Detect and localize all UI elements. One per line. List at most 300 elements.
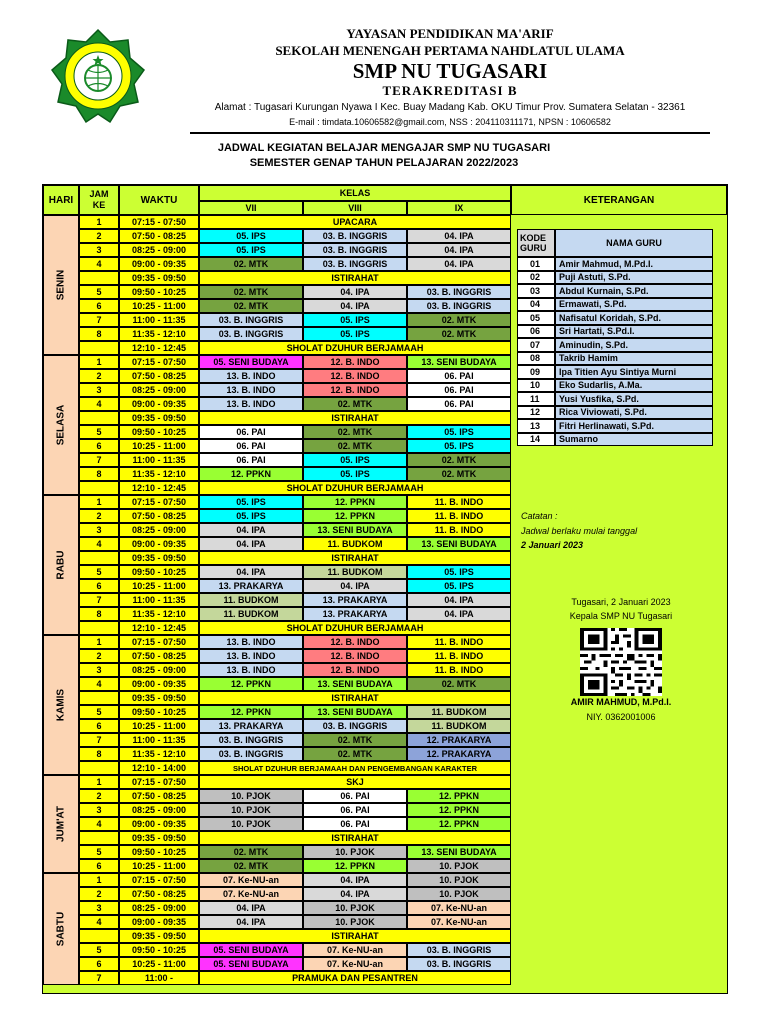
subject-cell: 11. BUDKOM [199,607,303,621]
subject-cell: 07. Ke-NU-an [199,873,303,887]
subject-cell: 06. PAI [303,803,407,817]
subject-cell: 12. B. INDO [303,663,407,677]
subject-cell: 11. BUDKOM [199,593,303,607]
subject-cell: 12. PPKN [199,705,303,719]
subject-cell: 03. B. INGGRIS [303,719,407,733]
subject-cell: 13. PRAKARYA [303,593,407,607]
subject-cell: 02. MTK [303,425,407,439]
time-cell: 10:25 - 11:00 [119,719,199,733]
subject-cell: 05. IPS [303,453,407,467]
jam-cell: 5 [79,285,119,299]
day-cell [43,355,79,495]
jam-cell: 4 [79,257,119,271]
subject-cell: 13. SENI BUDAYA [303,677,407,691]
subject-cell: 04. IPA [407,593,511,607]
subject-cell: 13. B. INDO [199,383,303,397]
subject-cell: 12. PPKN [303,509,407,523]
subject-cell: 04. IPA [407,229,511,243]
subject-cell: 02. MTK [407,677,511,691]
jam-cell: 5 [79,425,119,439]
jam-cell: 7 [79,971,119,985]
jam-cell: 4 [79,537,119,551]
time-cell: 08:25 - 09:00 [119,243,199,257]
subject-cell: 04. IPA [303,579,407,593]
subject-cell: 02. MTK [199,285,303,299]
subject-cell: 13. SENI BUDAYA [407,845,511,859]
subject-cell: 02. MTK [199,257,303,271]
subject-cell: 13. SENI BUDAYA [303,523,407,537]
subject-cell: 11. B. INDO [407,495,511,509]
subject-cell: 06. PAI [199,425,303,439]
teacher-name: Fitri Herlinawati, S.Pd. [555,419,713,433]
schedule-title [0,140,768,171]
subject-cell: 02. MTK [407,313,511,327]
time-cell: 08:25 - 09:00 [119,523,199,537]
teacher-name: Sri Hartati, S.Pd.I. [555,325,713,339]
subject-cell: 04. IPA [199,537,303,551]
jam-cell [79,411,119,425]
schedule-table [42,184,728,994]
subject-cell: 10. PJOK [407,873,511,887]
time-cell: 07:15 - 07:50 [119,215,199,229]
letterhead-divider [190,132,710,134]
subject-cell: 12. PPKN [407,803,511,817]
teacher-name: Aminudin, S.Pd. [555,338,713,352]
subject-cell: 10. PJOK [407,887,511,901]
contact-info: E-mail : timdata.10606582@gmail.com, NSS : 204110311171, NPSN : 10606582 [289,117,611,127]
subject-cell: 11. B. INDO [407,635,511,649]
day-cell [43,495,79,635]
day-label: SABTU [55,911,67,947]
time-cell: 11:35 - 12:10 [119,327,199,341]
teacher-code: 07 [517,338,555,352]
jam-cell [79,761,119,775]
subject-cell: 11. B. INDO [407,523,511,537]
subject-cell: 12. PRAKARYA [407,733,511,747]
teacher-code: 14 [517,433,555,447]
subject-cell: 02. MTK [303,439,407,453]
subject-cell: 11. B. INDO [407,649,511,663]
time-cell: 11:35 - 12:10 [119,747,199,761]
day-cell [43,775,79,873]
jam-cell: 4 [79,677,119,691]
subject-cell: 05. IPS [199,243,303,257]
jam-cell [79,341,119,355]
jam-cell: 5 [79,943,119,957]
time-cell: 12:10 - 12:45 [119,341,199,355]
time-cell: 10:25 - 11:00 [119,439,199,453]
time-cell: 09:00 - 09:35 [119,537,199,551]
jam-cell: 3 [79,383,119,397]
teacher-code: 10 [517,379,555,393]
jam-cell: 8 [79,607,119,621]
subject-cell: 11. BUDKOM [407,705,511,719]
subject-cell: 05. IPS [199,229,303,243]
subject-cell: 12. B. INDO [303,355,407,369]
time-cell: 09:50 - 10:25 [119,285,199,299]
jam-cell: 7 [79,733,119,747]
jam-cell [79,481,119,495]
day-cell [43,215,79,355]
subject-cell: 13. PRAKARYA [199,719,303,733]
time-cell: 12:10 - 14:00 [119,761,199,775]
jam-cell: 3 [79,663,119,677]
time-cell: 12:10 - 12:45 [119,481,199,495]
subject-cell: 05. IPS [199,495,303,509]
subject-cell: 04. IPA [303,285,407,299]
school-name: SMP NU TUGASARI [352,59,548,83]
teacher-name: Amir Mahmud, M.Pd.I. [555,257,713,271]
subject-cell: 12. PPKN [407,817,511,831]
letterhead [0,0,768,140]
jam-cell: 6 [79,957,119,971]
subject-cell: 10. PJOK [199,789,303,803]
jam-cell: 4 [79,397,119,411]
subject-cell: 13. B. INDO [199,369,303,383]
subject-cell: 05. IPS [407,425,511,439]
subject-cell: 13. B. INDO [199,635,303,649]
subject-cell: 11. BUDKOM [303,565,407,579]
time-cell: 09:00 - 09:35 [119,257,199,271]
time-cell: 09:35 - 09:50 [119,831,199,845]
time-cell: 07:50 - 08:25 [119,789,199,803]
jam-cell [79,621,119,635]
subject-cell: 13. B. INDO [199,397,303,411]
time-cell: 07:15 - 07:50 [119,775,199,789]
jam-cell: 3 [79,243,119,257]
jam-cell: 4 [79,915,119,929]
qr-code-icon [580,628,662,696]
subject-cell: 11. B. INDO [407,509,511,523]
time-cell: 09:50 - 10:25 [119,705,199,719]
jam-cell: 1 [79,873,119,887]
subject-cell: 04. IPA [199,915,303,929]
subject-cell: 06. PAI [407,383,511,397]
subject-cell: 02. MTK [303,397,407,411]
activity-cell: ISTIRAHAT [199,271,511,285]
subject-cell: 02. MTK [407,467,511,481]
jam-cell: 8 [79,467,119,481]
activity-cell: ISTIRAHAT [199,831,511,845]
subject-cell: 03. B. INGGRIS [303,243,407,257]
teacher-name: Sumarno [555,433,713,447]
teacher-code: 13 [517,419,555,433]
subject-cell: 12. B. INDO [303,635,407,649]
activity-cell: ISTIRAHAT [199,551,511,565]
teacher-name: Ermawati, S.Pd. [555,298,713,312]
subject-cell: 10. PJOK [407,859,511,873]
day-label: RABU [55,550,67,580]
activity-cell: PRAMUKA DAN PESANTREN [199,971,511,985]
time-cell: 07:15 - 07:50 [119,495,199,509]
subject-cell: 04. IPA [407,607,511,621]
jam-cell [79,271,119,285]
teacher-name: Nafisatul Koridah, S.Pd. [555,311,713,325]
jam-cell: 5 [79,565,119,579]
time-cell: 09:00 - 09:35 [119,397,199,411]
subject-cell: 10. PJOK [199,803,303,817]
subject-cell: 03. B. INGGRIS [199,747,303,761]
subject-cell: 13. PRAKARYA [303,607,407,621]
day-cell [43,635,79,775]
subject-cell: 04. IPA [303,873,407,887]
subject-cell: 13. SENI BUDAYA [407,355,511,369]
subject-cell: 05. IPS [199,509,303,523]
header-kelas: KELAS [199,185,511,201]
time-cell: 09:35 - 09:50 [119,929,199,943]
time-cell: 11:00 - 11:35 [119,733,199,747]
subject-cell: 13. SENI BUDAYA [407,537,511,551]
teacher-name-header: NAMA GURU [555,229,713,257]
subject-cell: 04. IPA [303,299,407,313]
teacher-name: Eko Sudarlis, A.Ma. [555,379,713,393]
foundation-name: YAYASAN PENDIDIKAN MA'ARIF [346,26,554,41]
time-cell: 08:25 - 09:00 [119,383,199,397]
subject-cell: 06. PAI [199,439,303,453]
accreditation: TERAKREDITASI B [382,83,518,98]
time-cell: 07:50 - 08:25 [119,229,199,243]
jam-cell: 6 [79,859,119,873]
subject-cell: 05. SENI BUDAYA [199,957,303,971]
subject-cell: 12. PPKN [303,859,407,873]
teacher-name: Abdul Kurnain, S.Pd. [555,284,713,298]
time-cell: 09:00 - 09:35 [119,817,199,831]
jam-cell: 1 [79,775,119,789]
teacher-name: Yusi Yusfika, S.Pd. [555,392,713,406]
subject-cell: 12. B. INDO [303,649,407,663]
jam-cell: 2 [79,887,119,901]
subject-cell: 02. MTK [407,453,511,467]
subject-cell: 06. PAI [303,817,407,831]
header-keterangan: KETERANGAN [511,185,727,215]
subject-cell: 04. IPA [407,257,511,271]
header-class-ix: IX [407,201,511,215]
jam-cell: 7 [79,313,119,327]
subject-cell: 05. IPS [303,467,407,481]
subject-cell: 12. PPKN [199,467,303,481]
time-cell: 09:50 - 10:25 [119,845,199,859]
subject-cell: 10. PJOK [303,915,407,929]
teacher-code: 11 [517,392,555,406]
time-cell: 09:35 - 09:50 [119,271,199,285]
time-cell: 09:00 - 09:35 [119,677,199,691]
address: Alamat : Tugasari Kurungan Nyawa I Kec. Buay Madang Kab. OKU Timur Prov. Sumatera Selatan - 32361 [214,102,686,113]
activity-cell: ISTIRAHAT [199,691,511,705]
subject-cell: 06. PAI [199,453,303,467]
subject-cell: 04. IPA [199,523,303,537]
subject-cell: 11. B. INDO [407,663,511,677]
jam-cell: 2 [79,789,119,803]
day-label: SENIN [55,269,67,301]
subject-cell: 02. MTK [199,845,303,859]
subject-cell: 03. B. INGGRIS [199,313,303,327]
teacher-name: Rica Viviowati, S.Pd. [555,406,713,420]
subject-cell: 10. PJOK [303,845,407,859]
subject-cell: 03. B. INGGRIS [199,733,303,747]
header-class-vii: VII [199,201,303,215]
time-cell: 11:00 - [119,971,199,985]
note-label: Catatan : [521,511,558,521]
subject-cell: 12. B. INDO [303,369,407,383]
activity-cell: ISTIRAHAT [199,411,511,425]
time-cell: 07:50 - 08:25 [119,649,199,663]
subject-cell: 04. IPA [303,887,407,901]
subject-cell: 12. PPKN [199,677,303,691]
jam-cell: 4 [79,817,119,831]
subject-cell: 02. MTK [199,299,303,313]
time-cell: 08:25 - 09:00 [119,803,199,817]
day-label: SELASA [55,404,67,446]
school-full-name: SEKOLAH MENENGAH PERTAMA NAHDLATUL ULAMA [275,43,625,58]
time-cell: 11:35 - 12:10 [119,607,199,621]
teacher-name: Puji Astuti, S.Pd. [555,271,713,285]
jam-cell [79,691,119,705]
jam-cell: 2 [79,509,119,523]
time-cell: 07:15 - 07:50 [119,635,199,649]
subject-cell: 03. B. INGGRIS [303,229,407,243]
activity-cell: SHOLAT DZUHUR BERJAMAAH [199,621,511,635]
jam-cell: 5 [79,705,119,719]
subject-cell: 13. B. INDO [199,649,303,663]
signature-niy: NIY. 0362001006 [586,712,656,722]
school-logo-icon [50,28,146,124]
teacher-code: 09 [517,365,555,379]
time-cell: 12:10 - 12:45 [119,621,199,635]
jam-cell: 2 [79,369,119,383]
subject-cell: 11. BUDKOM [303,537,407,551]
jam-cell [79,831,119,845]
time-cell: 09:50 - 10:25 [119,565,199,579]
teacher-code: 05 [517,311,555,325]
subject-cell: 07. Ke-NU-an [407,901,511,915]
subject-cell: 05. IPS [303,327,407,341]
subject-cell: 13. B. INDO [199,663,303,677]
time-cell: 08:25 - 09:00 [119,663,199,677]
jam-cell: 6 [79,439,119,453]
teacher-code: 06 [517,325,555,339]
time-cell: 09:35 - 09:50 [119,411,199,425]
subject-cell: 12. PPKN [303,495,407,509]
time-cell: 09:35 - 09:50 [119,551,199,565]
time-cell: 07:15 - 07:50 [119,355,199,369]
jam-cell: 8 [79,327,119,341]
subject-cell: 10. PJOK [199,817,303,831]
subject-cell: 05. SENI BUDAYA [199,355,303,369]
note-text: Jadwal berlaku mulai tanggal [521,526,638,536]
teacher-code: 03 [517,284,555,298]
time-cell: 09:00 - 09:35 [119,915,199,929]
jam-cell: 6 [79,579,119,593]
subject-cell: 03. B. INGGRIS [199,327,303,341]
time-cell: 10:25 - 11:00 [119,299,199,313]
header-jam: JAM KE [79,185,119,215]
subject-cell: 07. Ke-NU-an [199,887,303,901]
jam-cell: 2 [79,649,119,663]
jam-cell: 1 [79,495,119,509]
subject-cell: 12. PRAKARYA [407,747,511,761]
time-cell: 07:50 - 08:25 [119,887,199,901]
teacher-code-header: KODE GURU [517,229,555,257]
time-cell: 07:15 - 07:50 [119,873,199,887]
jam-cell [79,929,119,943]
subject-cell: 03. B. INGGRIS [407,299,511,313]
subject-cell: 06. PAI [407,397,511,411]
day-cell [43,873,79,985]
signature-position: Kepala SMP NU Tugasari [569,611,673,621]
activity-cell: SHOLAT DZUHUR BERJAMAAH DAN PENGEMBANGAN KARAKTER [199,761,511,775]
activity-cell: SHOLAT DZUHUR BERJAMAAH [199,481,511,495]
teacher-code: 04 [517,298,555,312]
note-date: 2 Januari 2023 [521,540,584,550]
teacher-name: Takrib Hamim [555,352,713,366]
subject-cell: 03. B. INGGRIS [407,957,511,971]
activity-cell: SHOLAT DZUHUR BERJAMAAH [199,341,511,355]
subject-cell: 05. SENI BUDAYA [199,943,303,957]
header-class-viii: VIII [303,201,407,215]
jam-cell: 2 [79,229,119,243]
subject-cell: 07. Ke-NU-an [407,915,511,929]
title-line-1: JADWAL KEGIATAN BELAJAR MENGAJAR SMP NU TUGASARI [217,142,551,154]
subject-cell: 02. MTK [303,733,407,747]
signature-name: AMIR MAHMUD, M.Pd.I. [570,697,672,707]
jam-cell: 6 [79,299,119,313]
jam-cell: 3 [79,803,119,817]
subject-cell: 02. MTK [199,859,303,873]
jam-cell: 3 [79,523,119,537]
activity-cell: UPACARA [199,215,511,229]
subject-cell: 05. IPS [407,565,511,579]
time-cell: 09:50 - 10:25 [119,943,199,957]
teacher-code: 12 [517,406,555,420]
subject-cell: 03. B. INGGRIS [303,257,407,271]
subject-cell: 02. MTK [407,327,511,341]
activity-cell: ISTIRAHAT [199,929,511,943]
subject-cell: 06. PAI [303,789,407,803]
teacher-code: 01 [517,257,555,271]
teacher-name: Ipa Titien Ayu Sintiya Murni [555,365,713,379]
jam-cell [79,551,119,565]
subject-cell: 10. PJOK [303,901,407,915]
subject-cell: 13. SENI BUDAYA [303,705,407,719]
header-hari: HARI [43,185,79,215]
time-cell: 09:50 - 10:25 [119,425,199,439]
subject-cell: 12. B. INDO [303,383,407,397]
subject-cell: 11. BUDKOM [407,719,511,733]
header-waktu: WAKTU [119,185,199,215]
subject-cell: 03. B. INGGRIS [407,943,511,957]
subject-cell: 02. MTK [303,747,407,761]
time-cell: 09:35 - 09:50 [119,691,199,705]
time-cell: 07:50 - 08:25 [119,369,199,383]
jam-cell: 8 [79,747,119,761]
subject-cell: 06. PAI [407,369,511,383]
activity-cell: SKJ [199,775,511,789]
subject-cell: 04. IPA [199,565,303,579]
subject-cell: 12. PPKN [407,789,511,803]
title-line-2: SEMESTER GENAP TAHUN PELAJARAN 2022/2023 [249,157,519,169]
subject-cell: 07. Ke-NU-an [303,943,407,957]
jam-cell: 3 [79,901,119,915]
jam-cell: 1 [79,355,119,369]
day-label: KAMIS [55,688,67,722]
subject-cell: 05. IPS [407,439,511,453]
teacher-code: 08 [517,352,555,366]
jam-cell: 5 [79,845,119,859]
time-cell: 11:00 - 11:35 [119,593,199,607]
teacher-code: 02 [517,271,555,285]
jam-cell: 6 [79,719,119,733]
jam-cell: 1 [79,215,119,229]
